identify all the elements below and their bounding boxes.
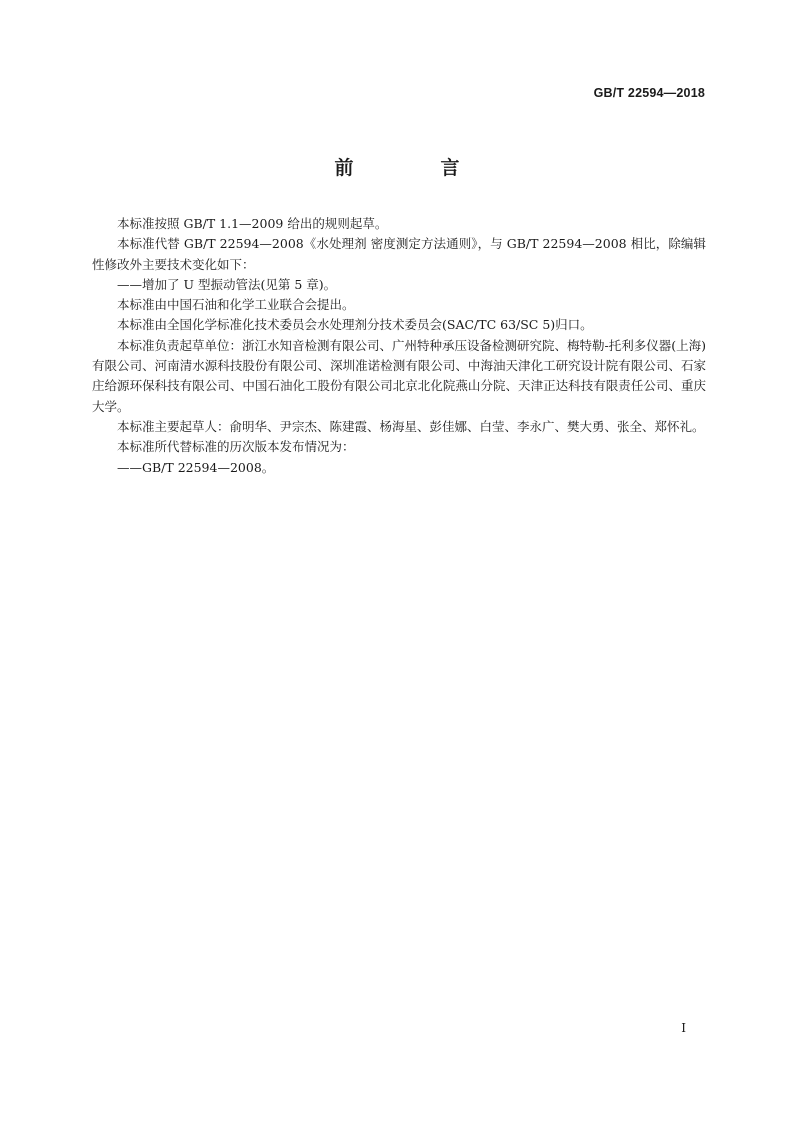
page-number: I — [681, 1021, 686, 1035]
page-title: 前 言 — [334, 157, 494, 179]
paragraph-drafting-units: 本标准负责起草单位：浙江水知音检测有限公司、广州特种承压设备检测研究院、梅特勒-托利多仪器(上海)有限公司、河南清水源科技股份有限公司、深圳准诺检测有限公司、中海油天津化工研究设计院有限公司、石家庄给源环保科技有限公司、中国石油化工股份有限公司北京北化院燕山分院、天津正达科技有限责任公司、重庆大学。 — [92, 337, 706, 414]
paragraph-drafting-rules: 本标准按照 GB/T 1.1—2009 给出的规则起草。 — [117, 216, 388, 231]
paragraph-drafters: 本标准主要起草人：俞明华、尹宗杰、陈建霞、杨海星、彭佳娜、白莹、李永广、樊大勇、张全、郑怀礼。 — [117, 418, 705, 434]
paragraph-history-intro: 本标准所代替标准的历次版本发布情况为： — [117, 439, 355, 455]
standard-code: GB/T 22594—2018 — [593, 86, 705, 100]
foreword-body — [92, 214, 706, 478]
paragraph-history-item: ——GB/T 22594—2008。 — [117, 459, 275, 475]
paragraph-proposed-by: 本标准由中国石油和化学工业联合会提出。 — [117, 297, 355, 313]
paragraph-centralized-by: 本标准由全国化学标准化技术委员会水处理剂分技术委员会(SAC/TC 63/SC 5)归口。 — [117, 317, 593, 333]
paragraph-replaces: 本标准代替 GB/T 22594—2008《水处理剂 密度测定方法通则》，与 GB/T 22594—2008 相比，除编辑性修改外主要技术变化如下： — [92, 236, 706, 272]
paragraph-change-item: ——增加了 U 型振动管法(见第 5 章)。 — [117, 276, 337, 292]
